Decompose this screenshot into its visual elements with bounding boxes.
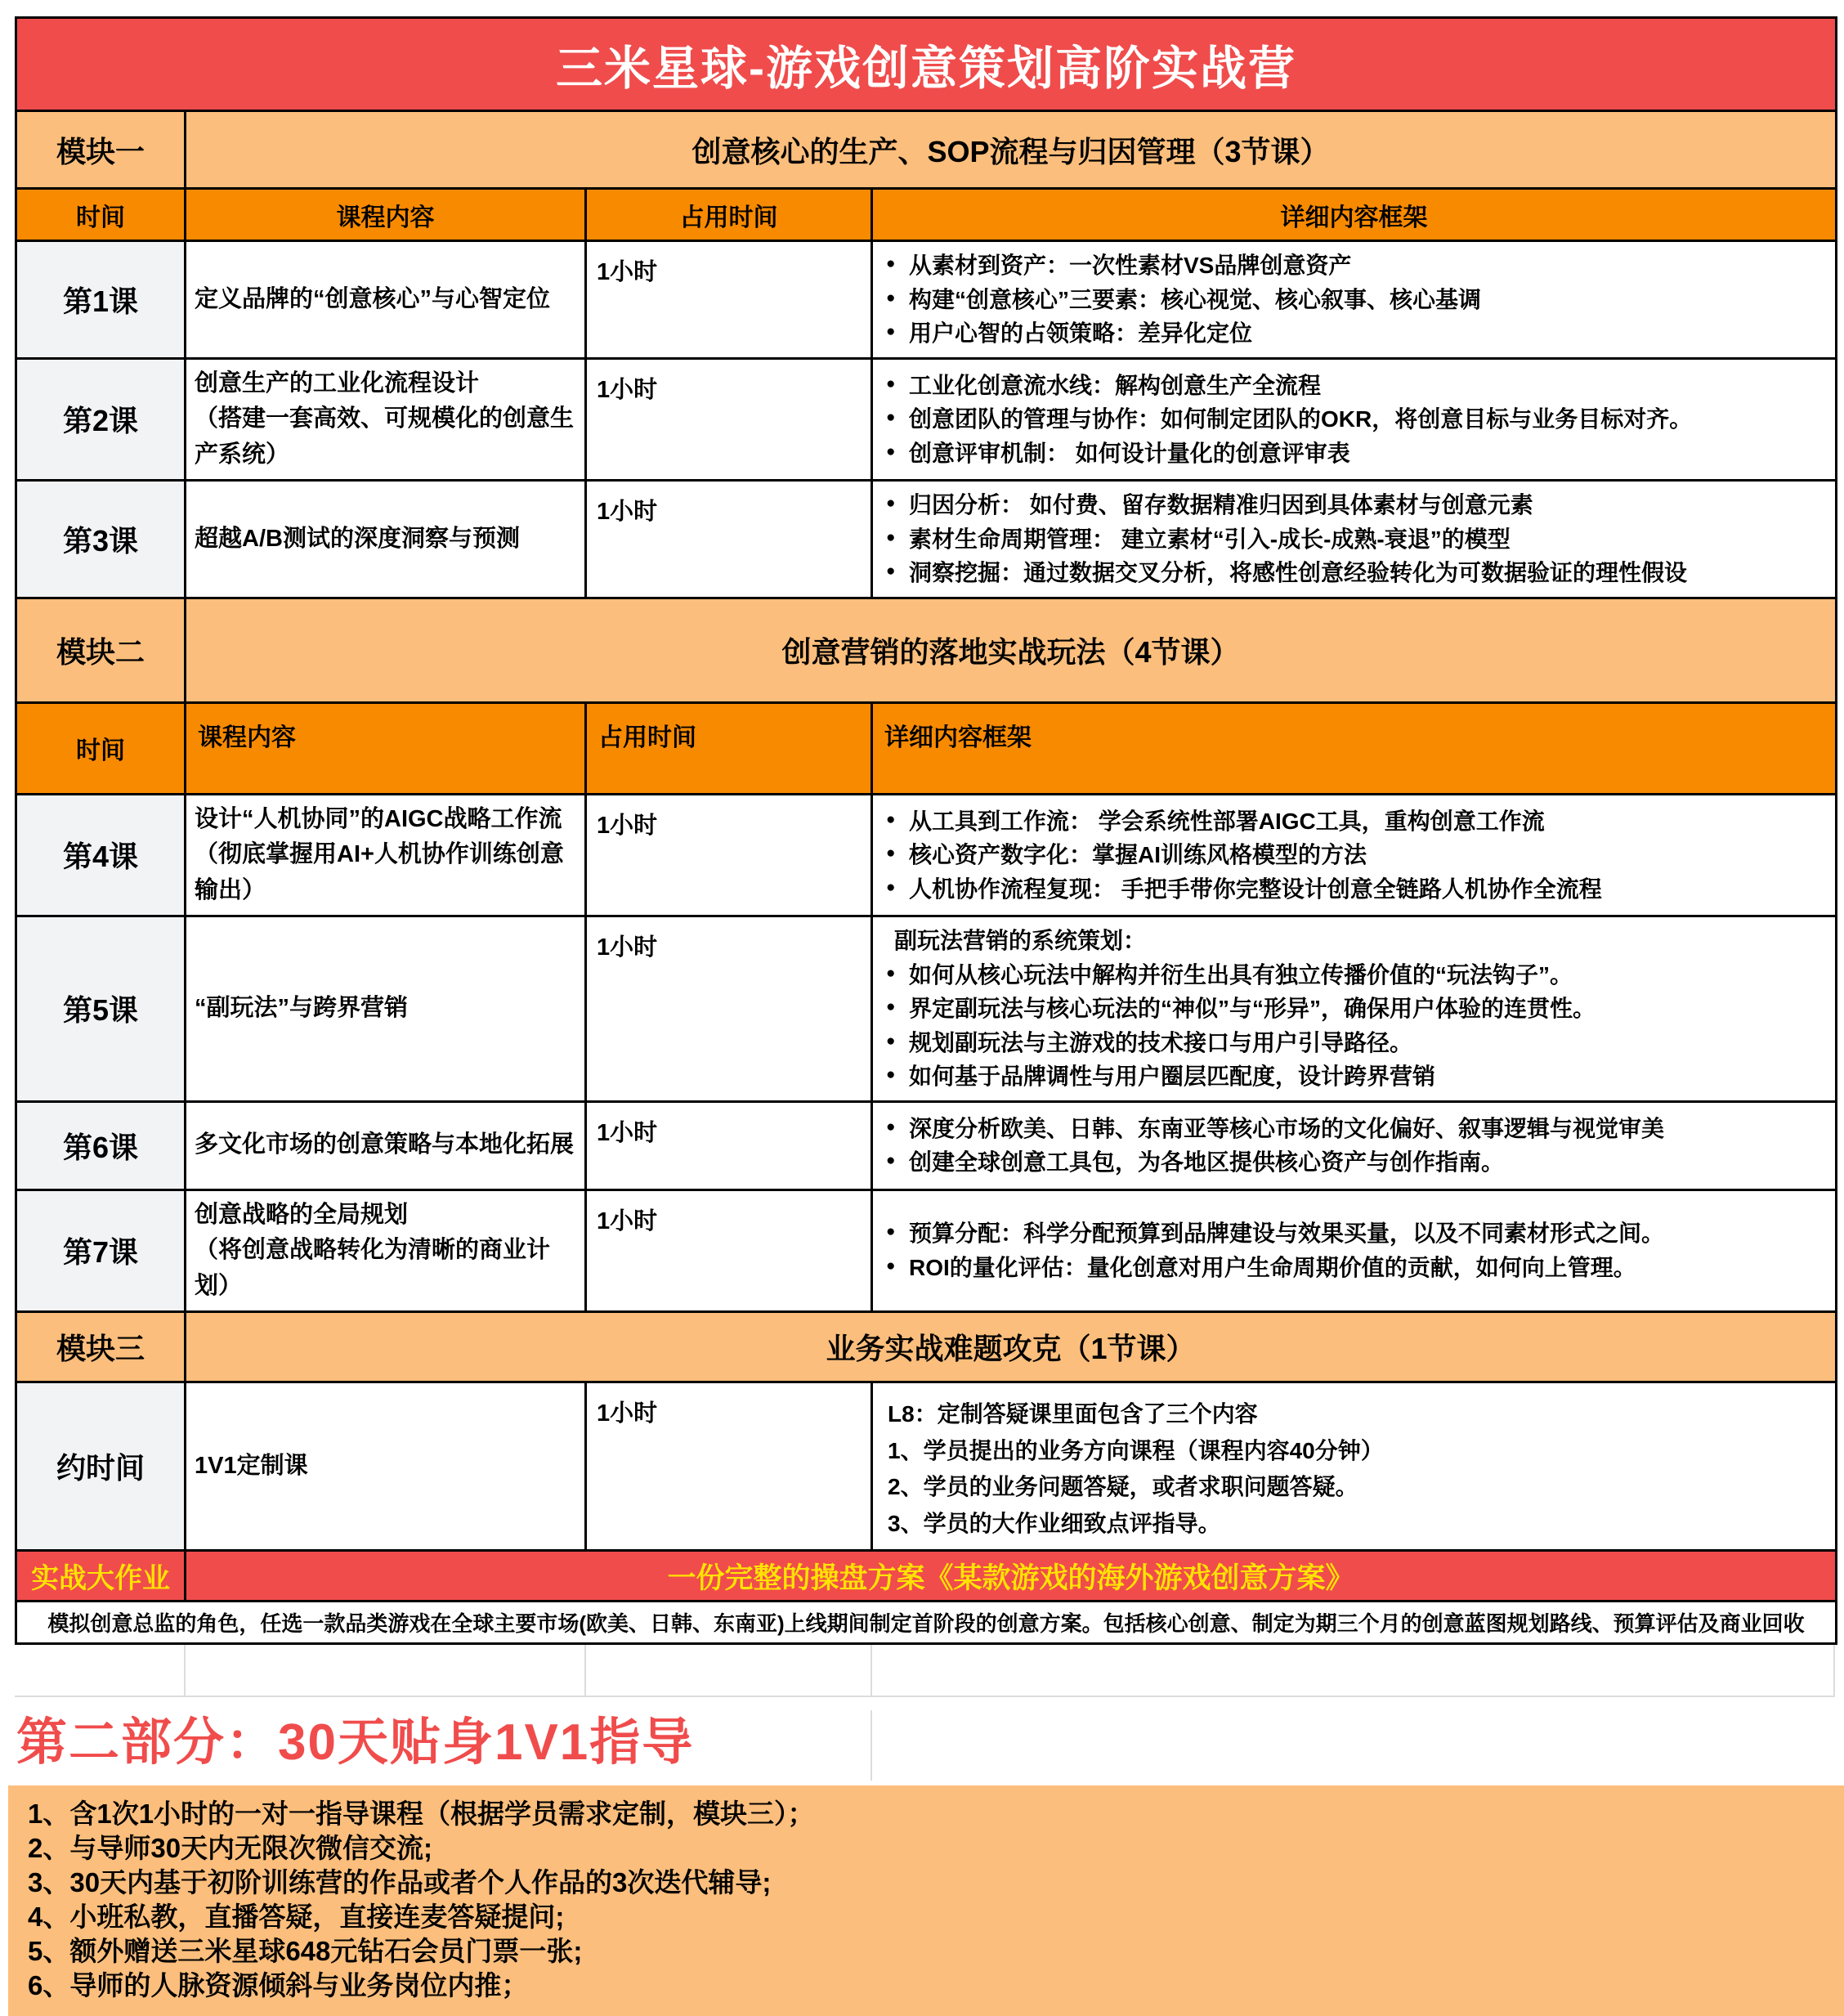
- lesson6-duration: 1小时: [586, 1101, 872, 1189]
- detail-item: ● 归因分析： 如付费、留存数据精准归因到具体素材与创意元素: [881, 490, 1827, 521]
- module3-row: [16, 1312, 1837, 1382]
- lesson6-details: [872, 1101, 1837, 1189]
- content-line: 创意生产的工业化流程设计: [195, 370, 480, 396]
- module2-row: [16, 598, 1837, 702]
- content-line: （彻底掌握用AI+人机协作训练创意输出）: [195, 841, 564, 903]
- benefit-item: 1、含1次1小时的一对一指导课程（根据学员需求定制，模块三）；: [28, 1799, 815, 1830]
- detail-item: ● 用户心智的占领策略：差异化定位: [881, 318, 1827, 349]
- header-framework: 详细内容框架: [872, 702, 1837, 794]
- empty-grid-row: [15, 1645, 1835, 1697]
- lesson1-row: [16, 241, 1837, 359]
- benefit-item: 2、与导师30天内无限次微信交流;: [28, 1833, 433, 1864]
- lesson2-content: [186, 358, 586, 481]
- course-title: 三米星球-游戏创意策划高阶实战营: [16, 18, 1837, 111]
- header-framework: 详细内容框架: [872, 189, 1837, 241]
- detail-item: ● 洞察挖掘：通过数据交叉分析，将感性创意经验转化为可数据验证的理性假设: [881, 558, 1827, 589]
- lesson6-time: 第6课: [16, 1101, 186, 1189]
- header-duration: 占用时间: [586, 702, 872, 794]
- detail-item: ● 如何基于品牌调性与用户圈层匹配度，设计跨界营销: [881, 1061, 1827, 1092]
- detail-item: ● 核心资产数字化：掌握AI训练风格模型的方法: [881, 840, 1827, 871]
- lesson5-row: [16, 916, 1837, 1102]
- course-table: [15, 16, 1837, 1645]
- lesson4-time: 第4课: [16, 794, 186, 916]
- lesson1-time: 第1课: [16, 241, 186, 359]
- part2-heading-row: [16, 1710, 1844, 1776]
- lesson3-content: 超越A/B测试的深度洞察与预测: [186, 481, 586, 598]
- benefit-item: 3、30天内基于初阶训练营的作品或者个人作品的3次迭代辅导;: [28, 1867, 772, 1898]
- page: [0, 16, 1844, 2001]
- lesson1-duration: 1小时: [586, 241, 872, 359]
- homework-note-row: [16, 1602, 1837, 1644]
- lesson2-row: [16, 358, 1837, 481]
- module3-label: 模块三: [16, 1312, 186, 1382]
- module1-header-row: [16, 189, 1837, 241]
- custom-lesson-content: 1V1定制课: [186, 1382, 586, 1551]
- header-duration: 占用时间: [586, 189, 872, 241]
- lesson5-duration: 1小时: [586, 916, 872, 1102]
- grid-line: [584, 1645, 586, 1696]
- detail-item: ● 构建“创意核心”三要素：核心视觉、核心叙事、核心基调: [881, 284, 1827, 316]
- grid-line: [1833, 1645, 1835, 1696]
- content-line: 设计“人机协同”的AIGC战略工作流: [195, 805, 562, 832]
- custom-lesson-time: 约时间: [16, 1382, 186, 1551]
- lesson5-details: [872, 916, 1837, 1102]
- module1-label: 模块一: [16, 111, 186, 189]
- detail-item: ● 工业化创意流水线：解构创意生产全流程: [881, 370, 1827, 401]
- lesson7-duration: 1小时: [586, 1189, 872, 1312]
- homework-note: 模拟创意总监的角色，任选一款品类游戏在全球主要市场(欧美、日韩、东南亚)上线期间制定首阶段的创意方案。包括核心创意、制定为期三个月的创意蓝图规划路线、预算评估及商业回收: [16, 1602, 1837, 1644]
- grid-line: [871, 1645, 872, 1696]
- custom-lesson-row: [16, 1382, 1837, 1551]
- grid-line: [871, 1710, 872, 1781]
- title-row: [16, 18, 1837, 111]
- part2-heading: 第二部分：30天贴身1V1指导: [16, 1714, 695, 1772]
- benefit-item: 4、小班私教，直播答疑，直接连麦答疑提问;: [28, 1902, 565, 1933]
- custom-lesson-duration: 1小时: [586, 1382, 872, 1551]
- lesson4-details: [872, 794, 1837, 916]
- lesson1-content: 定义品牌的“创意核心”与心智定位: [186, 241, 586, 359]
- detail-item: ● ROI的量化评估：量化创意对用户生命周期价值的贡献，如何向上管理。: [881, 1252, 1827, 1284]
- lesson3-details: [872, 481, 1837, 598]
- custom-lesson-details: [872, 1382, 1837, 1551]
- module2-title: 创意营销的落地实战玩法（4节课）: [186, 598, 1837, 702]
- header-time: 时间: [16, 189, 186, 241]
- lesson5-time: 第5课: [16, 916, 186, 1102]
- detail-item: ● 素材生命周期管理： 建立素材“引入-成长-成熟-衰退”的模型: [881, 524, 1827, 555]
- lesson6-row: [16, 1101, 1837, 1189]
- lesson6-content: 多文化市场的创意策略与本地化拓展: [186, 1101, 586, 1189]
- lesson3-duration: 1小时: [586, 481, 872, 598]
- module3-title: 业务实战难题攻克（1节课）: [186, 1312, 1837, 1382]
- detail-item: ● 从工具到工作流： 学会系统性部署AIGC工具，重构创意工作流: [881, 806, 1827, 837]
- lesson4-content: [186, 794, 586, 916]
- benefit-item: 5、额外赠送三米星球648元钻石会员门票一张;: [28, 1936, 583, 1967]
- detail-item: ● 深度分析欧美、日韩、东南亚等核心市场的文化偏好、叙事逻辑与视觉审美: [881, 1113, 1827, 1145]
- lesson5-content: “副玩法”与跨界营销: [186, 916, 586, 1102]
- module1-row: [16, 111, 1837, 189]
- detail-item: ● 创意评审机制： 如何设计量化的创意评审表: [881, 438, 1827, 469]
- detail-item: 3、学员的大作业细致点评指导。: [888, 1510, 1221, 1536]
- lesson2-time: 第2课: [16, 358, 186, 481]
- lesson7-content: [186, 1189, 586, 1312]
- detail-item: ● 界定副玩法与核心玩法的“神似”与“形异”，确保用户体验的连贯性。: [881, 993, 1827, 1024]
- detail-item: 2、学员的业务问题答疑，或者求职问题答疑。: [888, 1474, 1358, 1500]
- lesson3-time: 第3课: [16, 481, 186, 598]
- detail-item: ● 预算分配：科学分配预算到品牌建设与效果买量，以及不同素材形式之间。: [881, 1218, 1827, 1249]
- module2-label: 模块二: [16, 598, 186, 702]
- grid-line: [184, 1645, 186, 1696]
- detail-item: ● 创意团队的管理与协作：如何制定团队的OKR，将创意目标与业务目标对齐。: [881, 404, 1827, 435]
- content-line: 创意战略的全局规划: [195, 1201, 409, 1228]
- benefit-item: 6、导师的人脉资源倾斜与业务岗位内推；: [28, 1970, 529, 2001]
- content-line: （将创意战略转化为清晰的商业计划）: [195, 1237, 551, 1299]
- header-content: 课程内容: [186, 189, 586, 241]
- detail-lead: 副玩法营销的系统策划：: [894, 928, 1147, 954]
- content-line: （搭建一套高效、可规模化的创意生产系统）: [195, 405, 575, 468]
- header-content: 课程内容: [186, 702, 586, 794]
- part2-benefits-block: [8, 1785, 1844, 2016]
- lesson7-row: [16, 1189, 1837, 1312]
- detail-item: ● 人机协作流程复现： 手把手带你完整设计创意全链路人机协作全流程: [881, 874, 1827, 905]
- homework-label: 实战大作业: [16, 1551, 186, 1602]
- lesson7-time: 第7课: [16, 1189, 186, 1312]
- header-time: 时间: [16, 702, 186, 794]
- detail-item: L8：定制答疑课里面包含了三个内容: [888, 1401, 1258, 1427]
- detail-item: ● 如何从核心玩法中解构并衍生出具有独立传播价值的“玩法钩子”。: [881, 960, 1827, 991]
- module1-title: 创意核心的生产、SOP流程与归因管理（3节课）: [186, 111, 1837, 189]
- lesson4-duration: 1小时: [586, 794, 872, 916]
- lesson2-duration: 1小时: [586, 358, 872, 481]
- homework-title: 一份完整的操盘方案《某款游戏的海外游戏创意方案》: [186, 1551, 1837, 1602]
- detail-item: ● 从素材到资产：一次性素材VS品牌创意资产: [881, 250, 1827, 281]
- module2-header-row: [16, 702, 1837, 794]
- detail-item: ● 创建全球创意工具包，为各地区提供核心资产与创作指南。: [881, 1147, 1827, 1178]
- homework-row: [16, 1551, 1837, 1602]
- detail-item: 1、学员提出的业务方向课程（课程内容40分钟）: [888, 1437, 1384, 1463]
- lesson3-row: [16, 481, 1837, 598]
- lesson1-details: [872, 241, 1837, 359]
- lesson2-details: [872, 358, 1837, 481]
- lesson4-row: [16, 794, 1837, 916]
- detail-item: ● 规划副玩法与主游戏的技术接口与用户引导路径。: [881, 1028, 1827, 1059]
- lesson7-details: [872, 1189, 1837, 1312]
